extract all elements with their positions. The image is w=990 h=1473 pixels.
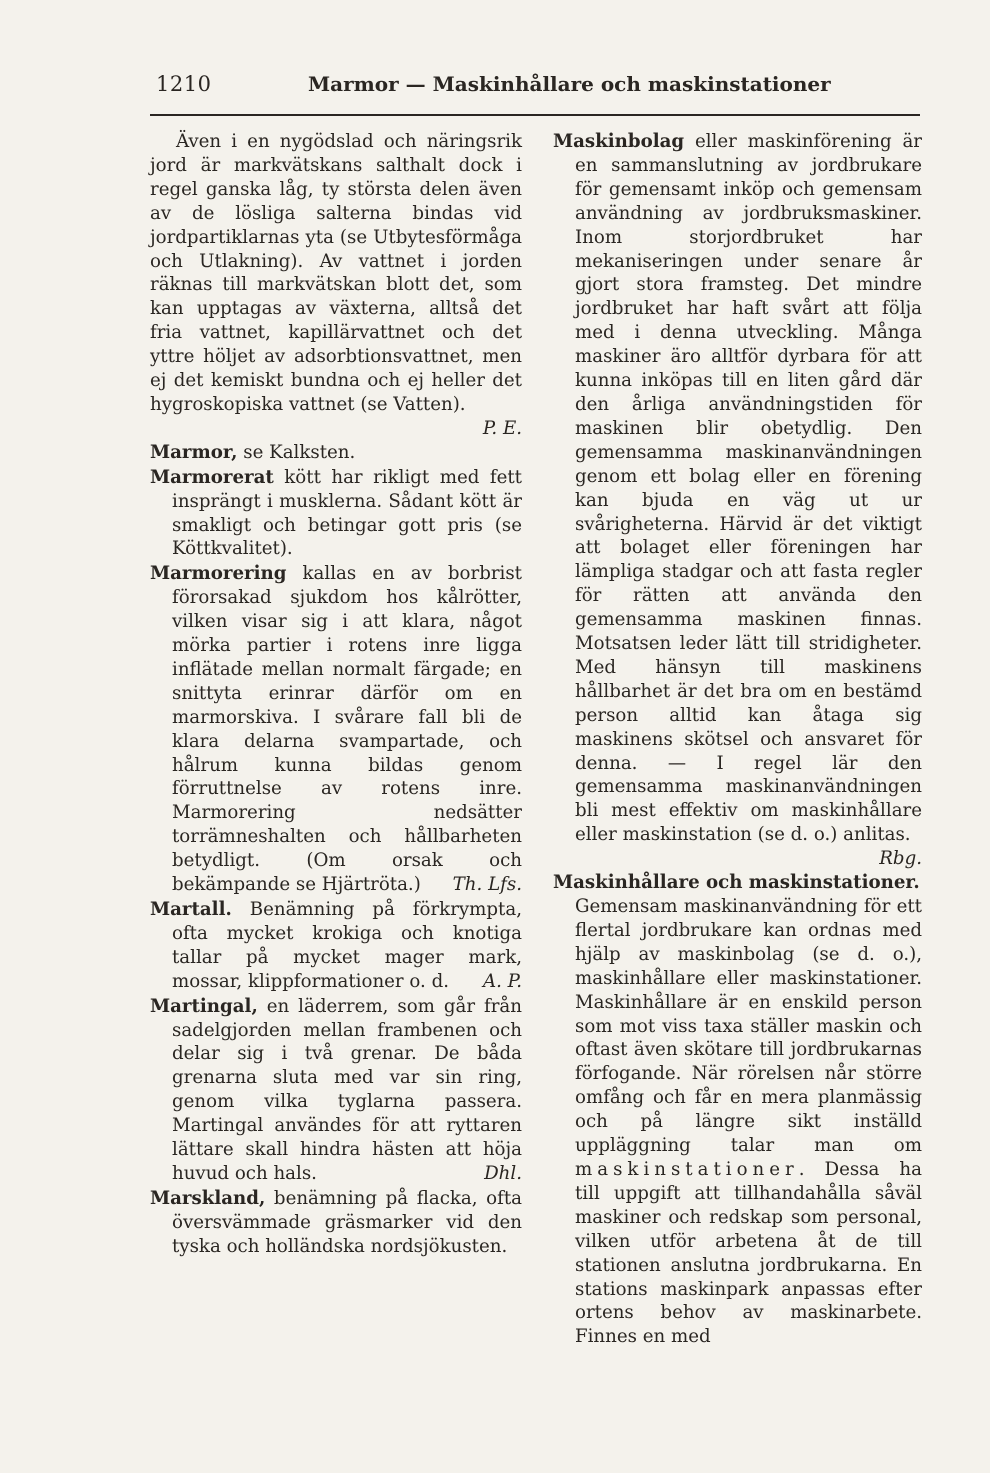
entry-text: Gemensam maskinanvändning för ett flertal jordbrukare kan ordnas med hjälp av maskinbolag (se d. o.), maskinhållare eller maskinstationer. Maskinhållare är en enskild person som mot viss taxa ställer maskin och oftast även skötare till jordbrukarnas förfogande. När rörelsen når större omfång och får en mera planmässig och på längre sikt inställd uppläggning talar man om [575,896,922,1157]
entry-text: Benämning på förkrympta, ofta mycket krokiga och knotiga tallar på mycket mager mark, mossar, klippformationer o. d. [172,899,522,992]
left-column [150,130,522,1260]
entry-headword: Maskinhållare och maskinstationer. [553,872,920,894]
page-number: 1210 [156,72,212,96]
entry-text: en läderrem, som går från sadelgjorden mellan frambenen och delar sig i två grenar. De båda grenarna sluta med var sin ring, genom vilka tyglarna passera. Martingal användes för att ryttaren lättare skall hindra hästen att höja huvud och hals. [172,995,522,1184]
entry-marmorering [150,562,522,897]
running-title: Marmor — Maskinhållare och maskinstationer [308,72,831,96]
entry-maskinbolag [553,130,922,870]
header-rule [150,114,920,116]
entry-martall [150,898,522,994]
author-signature: P. E. [482,417,522,439]
entry-text: eller maskinförening är en sammanslutning av jordbrukare för gemensamt inköp och gemensam användning av jordbruksmaskiner. Inom storjordbruket har mekaniseringen under senare år gjort stora framsteg. Det mindre jordbruket har haft svårt att följa med i denna utveckling. Många maskiner äro alltför dyrbara för att kunna inköpas till en liten gård där den årliga användningstiden för maskinen blir obetydlig. Den gemensamma maskinanvändningen genom ett bolag eller en förening kan bjuda en väg ut ur svårigheterna. Härvid är det viktigt att bolaget eller föreningen har lämpliga stadgar och att fasta regler för rätten att använda den gemensamma maskinen finnas. Motsatsen leder lätt till stridigheter. Med hänsyn till maskinens hållbarhet är det bra om en bestämd person alltid kan åtaga sig maskinens skötsel och ansvaret för denna. — I regel lär den gemensamma maskinanvändningen bli mest effektiv om maskinhållare eller maskinstation (se d. o.) anlitas. [575,131,922,846]
entry-headword: Martall. [150,899,232,920]
author-signature: Th. Lfs. [452,874,522,896]
entry-text: kallas en av borbrist förorsakad sjukdom hos kålrötter, vilken visar sig i att klara, något mörka partier i rotens inre ligga inflätade mellan normalt färgade; en snittyta erinrar därför om en marmorskiva. I svårare fall bli de klara delarna svampartade, och hålrum kunna bildas genom förruttnelse av rotens inre. Marmorering nedsätter torrämneshalten och hållbarheten betydligt. (Om orsak och bekämpande se Hjärtröta.) [172,563,522,896]
author-signature: A. P. [482,970,522,992]
entry-text: . Dessa ha till uppgift att tillhandahålla såväl maskiner och redskap som personal, vilken utför arbetena åt de till stationen anslutna jordbrukarna. En stations maskinpark anpassas efter ortens behov av maskinarbete. Finnes en med [575,1158,922,1348]
entry-headword: Marmor, [150,441,238,463]
page-header [148,72,918,106]
entry-marskland [150,1187,522,1259]
entry-text: Även i en nygödslad och näringsrik jord är markvätskans salthalt dock i regel ganska låg, ty största delen även av de lösliga salterna bindas vid jordpartiklarnas yta (se Utbytesförmåga och Utlakning). Av vattnet i jorden räknas till markvätskan blott det, som kan upptagas av växterna, alltså det fria vattnet, kapillärvattnet och det yttre höljet av adsorbtionsvattnet, men ej det kemiskt bundna och ej heller det hygroskopiska vattnet (se Vatten). [150,131,522,415]
entry-text: benämning på flacka, ofta översvämmade gräsmarker vid den tyska och holländska nordsjökusten. [172,1187,522,1257]
entry-headword: Martingal, [150,995,258,1017]
entry-martingal [150,995,522,1186]
author-signature: Rbg. [879,848,922,870]
entry-maskinhallare [553,871,922,1349]
author-signature: Dhl. [484,1162,522,1184]
entry-markvatska-continuation [150,130,522,439]
entry-headword: Marmorerat [150,466,274,488]
entry-text: kött har rikligt med fett insprängt i musklerna. Sådant kött är smakligt och betingar gott pris (se Köttkvalitet). [172,466,522,560]
entry-headword: Marmorering [150,563,287,585]
entry-text: se Kalksten. [237,441,356,463]
spaced-term: maskinstationer [575,1158,799,1180]
entry-marmor [150,441,522,465]
entry-headword: Marskland, [150,1187,266,1209]
right-column [553,130,922,1350]
entry-marmorerat [150,466,522,562]
entry-headword: Maskinbolag [553,131,685,152]
